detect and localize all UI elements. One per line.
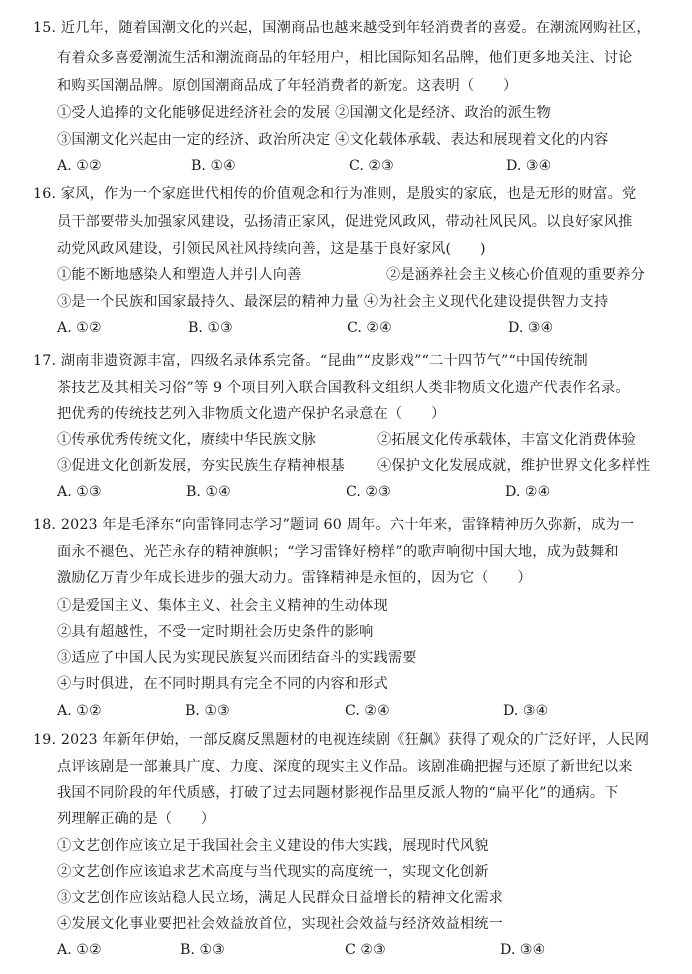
question-16-option-a: A. ①②: [57, 320, 102, 336]
question-18-statement-2: ②具有超越性，不受一定时期社会历史条件的影响: [57, 624, 374, 640]
question-16-stem-line-1: 16. 家风，作为一个家庭世代相传的价值观念和行为准则，是殷实的家底，也是无形的财富。党: [33, 186, 637, 202]
question-16-statement-1: ①能不断地感染人和塑造人并引人向善: [57, 267, 302, 283]
question-19-stem-line-3: 我国不同阶段的年代质感，打破了过去同题材影视作品里反派人物的“扁平化”的通病。下: [57, 785, 619, 801]
question-17-statement-4: ④保护文化发展成就，维护世界文化多样性: [377, 458, 651, 474]
question-18-option-a: A. ①②: [57, 703, 102, 719]
question-17-stem-line-2: 茶技艺及其相关习俗”等 9 个项目列入联合国教科文组织人类非物质文化遗产代表作名录。: [57, 380, 630, 396]
question-18-stem-line-2: 面永不褪色、光芒永存的精神旗帜；“学习雷锋好榜样”的歌声响彻中国大地，成为鼓舞和: [57, 544, 619, 560]
question-19-option-c: C ②③: [345, 942, 386, 958]
question-17-option-c: C. ②③: [346, 484, 391, 500]
question-17-stem-line-3: 把优秀的传统技艺列入非物质文化遗产保护名录意在（ ）: [57, 406, 446, 422]
question-15-stem-line-3: 和购买国潮品牌。原创国潮商品成了年轻消费者的新宠。这表明（ ）: [57, 78, 518, 94]
question-16-option-b: B. ①③: [188, 320, 233, 336]
question-16-option-d: D. ③④: [508, 320, 554, 336]
question-19-stem-line-1: 19. 2023 年新年伊始，一部反腐反黑题材的电视连续剧《狂飙》获得了观众的广泛好评，人民网: [33, 732, 650, 748]
question-15-option-b: B. ①④: [191, 158, 236, 174]
question-15-stem-line-2: 有着众多喜爱潮流生活和潮流商品的年轻用户，相比国际知名品牌，他们更多地关注、讨论: [57, 50, 633, 66]
question-16-stem-line-3: 动党风政风建设，引领民风社风持续向善，这是基于良好家风( ): [57, 241, 486, 257]
question-17-statement-2: ②拓展文化传承载体，丰富文化消费体验: [377, 432, 636, 448]
question-17-option-b: B. ①④: [186, 484, 231, 500]
question-18-statement-3: ③适应了中国人民为实现民族复兴而团结奋斗的实践需要: [57, 650, 417, 666]
question-17-statement-3: ③促进文化创新发展，夯实民族生存精神根基: [57, 458, 345, 474]
question-16-stem-line-2: 员干部要带头加强家风建设，弘扬清正家风，促进党风政风，带动社风民风。以良好家风推: [57, 214, 633, 230]
question-19-statement-3: ③文艺创作应该站稳人民立场，满足人民群众日益增长的精神文化需求: [57, 890, 504, 906]
question-19-statement-4: ④发展文化事业要把社会效益放首位，实现社会效益与经济效益相统一: [57, 916, 504, 932]
question-19-option-b: B. ①③: [180, 942, 225, 958]
question-15-options: [0, 156, 692, 176]
question-18-option-b: B. ①③: [185, 703, 230, 719]
question-19-option-d: D. ③④: [500, 942, 546, 958]
question-15-option-d: D. ③④: [506, 158, 552, 174]
question-16-statement-3-4: ③是一个民族和国家最持久、最深层的精神力量 ④为社会主义现代化建设提供智力支持: [57, 294, 609, 310]
question-18-statement-4: ④与时俱进，在不同时期具有完全不同的内容和形式: [57, 676, 388, 692]
question-18-stem-line-3: 激励亿万青少年成长进步的强大动力。雷锋精神是永恒的，因为它（ ）: [57, 570, 532, 586]
question-19-stem-line-4: 列理解正确的是（ ）: [57, 811, 216, 827]
question-15-statement-3-4: ③国潮文化兴起由一定的经济、政治所决定 ④文化载体承载、表达和展现着文化的内容: [57, 132, 609, 148]
question-17-option-a: A. ①③: [57, 484, 102, 500]
question-18-option-d: D. ③④: [503, 703, 549, 719]
question-19-options: [0, 940, 692, 960]
question-16-option-c: C. ②④: [347, 320, 392, 336]
question-16-options: [0, 318, 692, 338]
question-18-options: [0, 701, 692, 721]
question-19-statement-1: ①文艺创作应该立足于我国社会主义建设的伟大实践，展现时代风貌: [57, 838, 489, 854]
question-15-statement-1-2: ①受人追捧的文化能够促进经济社会的发展 ②国潮文化是经济、政治的派生物: [57, 105, 551, 121]
question-19-statement-2: ②文艺创作应该追求艺术高度与当代现实的高度统一，实现文化创新: [57, 864, 489, 880]
question-16-statement-2: ②是涵养社会主义核心价值观的重要养分: [386, 267, 645, 283]
question-19-stem-line-2: 点评该剧是一部兼具广度、力度、深度的现实主义作品。该剧准确把握与还原了新世纪以来: [57, 759, 633, 775]
question-18-statement-1: ①是爱国主义、集体主义、社会主义精神的生动体现: [57, 598, 388, 614]
question-17-stem-line-1: 17. 湖南非遗资源丰富，四级名录体系完备。“昆曲”“皮影戏”“二十四节气”“中国传统制: [33, 353, 588, 369]
question-18-stem-line-1: 18. 2023 年是毛泽东“向雷锋同志学习”题词 60 周年。六十年来，雷锋精神历久弥新，成为一: [33, 517, 635, 533]
question-15-option-c: C. ②③: [349, 158, 394, 174]
question-15-stem-line-1: 15. 近几年，随着国潮文化的兴起，国潮商品也越来越受到年轻消费者的喜爱。在潮流网购社区，: [33, 20, 651, 36]
question-17-option-d: D. ②④: [505, 484, 551, 500]
question-19-option-a: A. ①②: [57, 942, 102, 958]
question-18-option-c: C. ②④: [345, 703, 390, 719]
question-17-statement-1: ①传承优秀传统文化，赓续中华民族文脉: [57, 432, 316, 448]
question-15-option-a: A. ①②: [57, 158, 102, 174]
question-17-options: [0, 482, 692, 502]
